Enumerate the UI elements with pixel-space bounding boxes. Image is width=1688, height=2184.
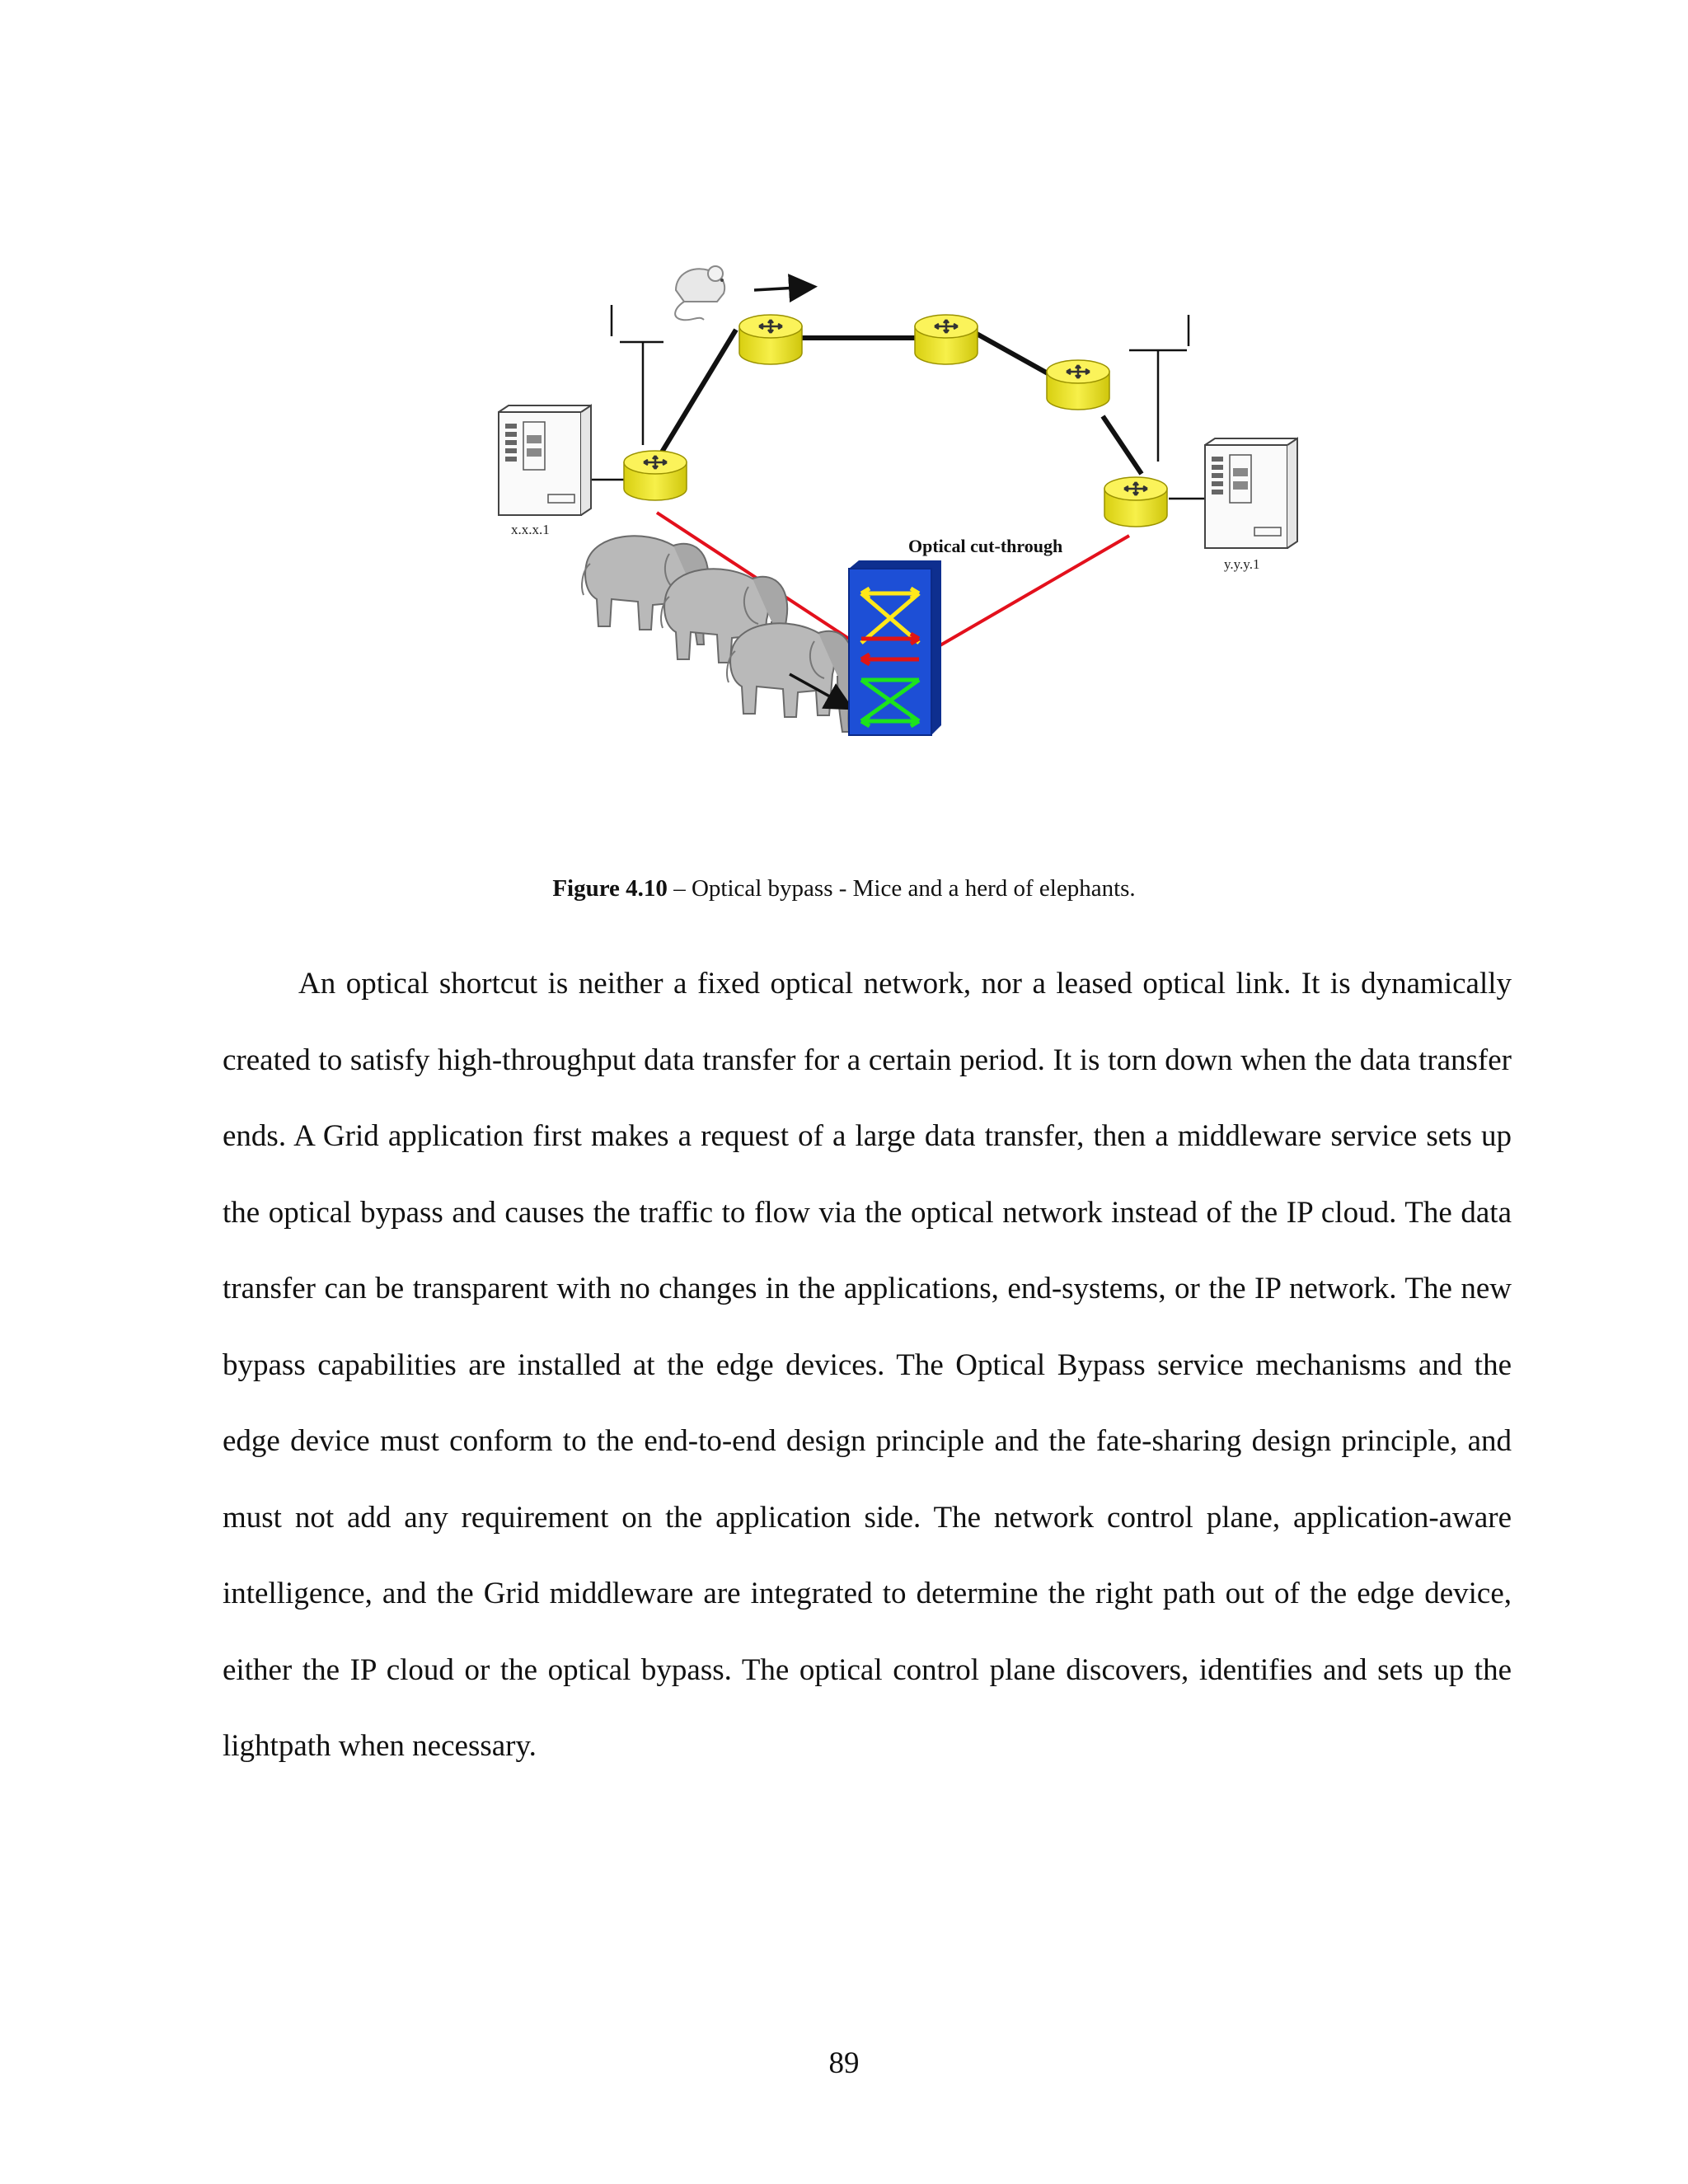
network-diagram [0, 0, 1688, 865]
router-edge-left [624, 451, 687, 500]
mouse-icon [675, 266, 724, 320]
host-right-label: y.y.y.1 [1224, 556, 1260, 572]
router-2 [915, 315, 978, 364]
server-left [499, 405, 591, 515]
figure-caption-text: – Optical bypass - Mice and a herd of elephants. [667, 875, 1136, 902]
server-right [1205, 438, 1297, 548]
cut-through-label: Optical cut-through [908, 536, 1063, 556]
elephant-herd [582, 536, 853, 732]
link-edge-left-to-r1 [654, 330, 736, 466]
optical-switch [849, 560, 941, 735]
router-1 [739, 315, 802, 364]
link-r3-to-edge-right [1103, 416, 1142, 474]
body-paragraph [223, 946, 1512, 1785]
elephant-icon [727, 623, 853, 732]
host-left-label: x.x.x.1 [511, 522, 550, 537]
figure-label: Figure 4.10 [552, 875, 668, 902]
page-number: 89 [828, 2046, 860, 2080]
figure-caption [0, 875, 1688, 902]
router-3 [1047, 360, 1109, 410]
router-edge-right [1104, 477, 1167, 527]
link-r2-to-r3 [977, 334, 1055, 377]
paragraph-text: An optical shortcut is neither a fixed optical network, nor a leased optical link. It is dynamically created to satisfy high-throughput data transfer for a certain period. It is torn down when the data transfer ends. A Grid application first makes a request of a large data transfer, then a middleware service sets up the optical bypass and causes the traffic to flow via the optical network instead of the IP cloud. The data transfer can be transparent with no changes in the applications, end-systems, or the IP network. The new bypass capabilities are installed at the edge devices. The Optical Bypass service mechanisms and the edge device must conform to the end-to-end design principle and the fate-sharing design principle, and must not add any requirement on the application side. The network control plane, application-aware intelligence, and the Grid middleware are integrated to determine the right path out of the edge device, either the IP cloud or the optical bypass. The optical control plane discovers, identifies and sets up the lightpath when necessary. [223, 967, 1512, 1763]
arrow-mouse-flow [754, 287, 812, 290]
